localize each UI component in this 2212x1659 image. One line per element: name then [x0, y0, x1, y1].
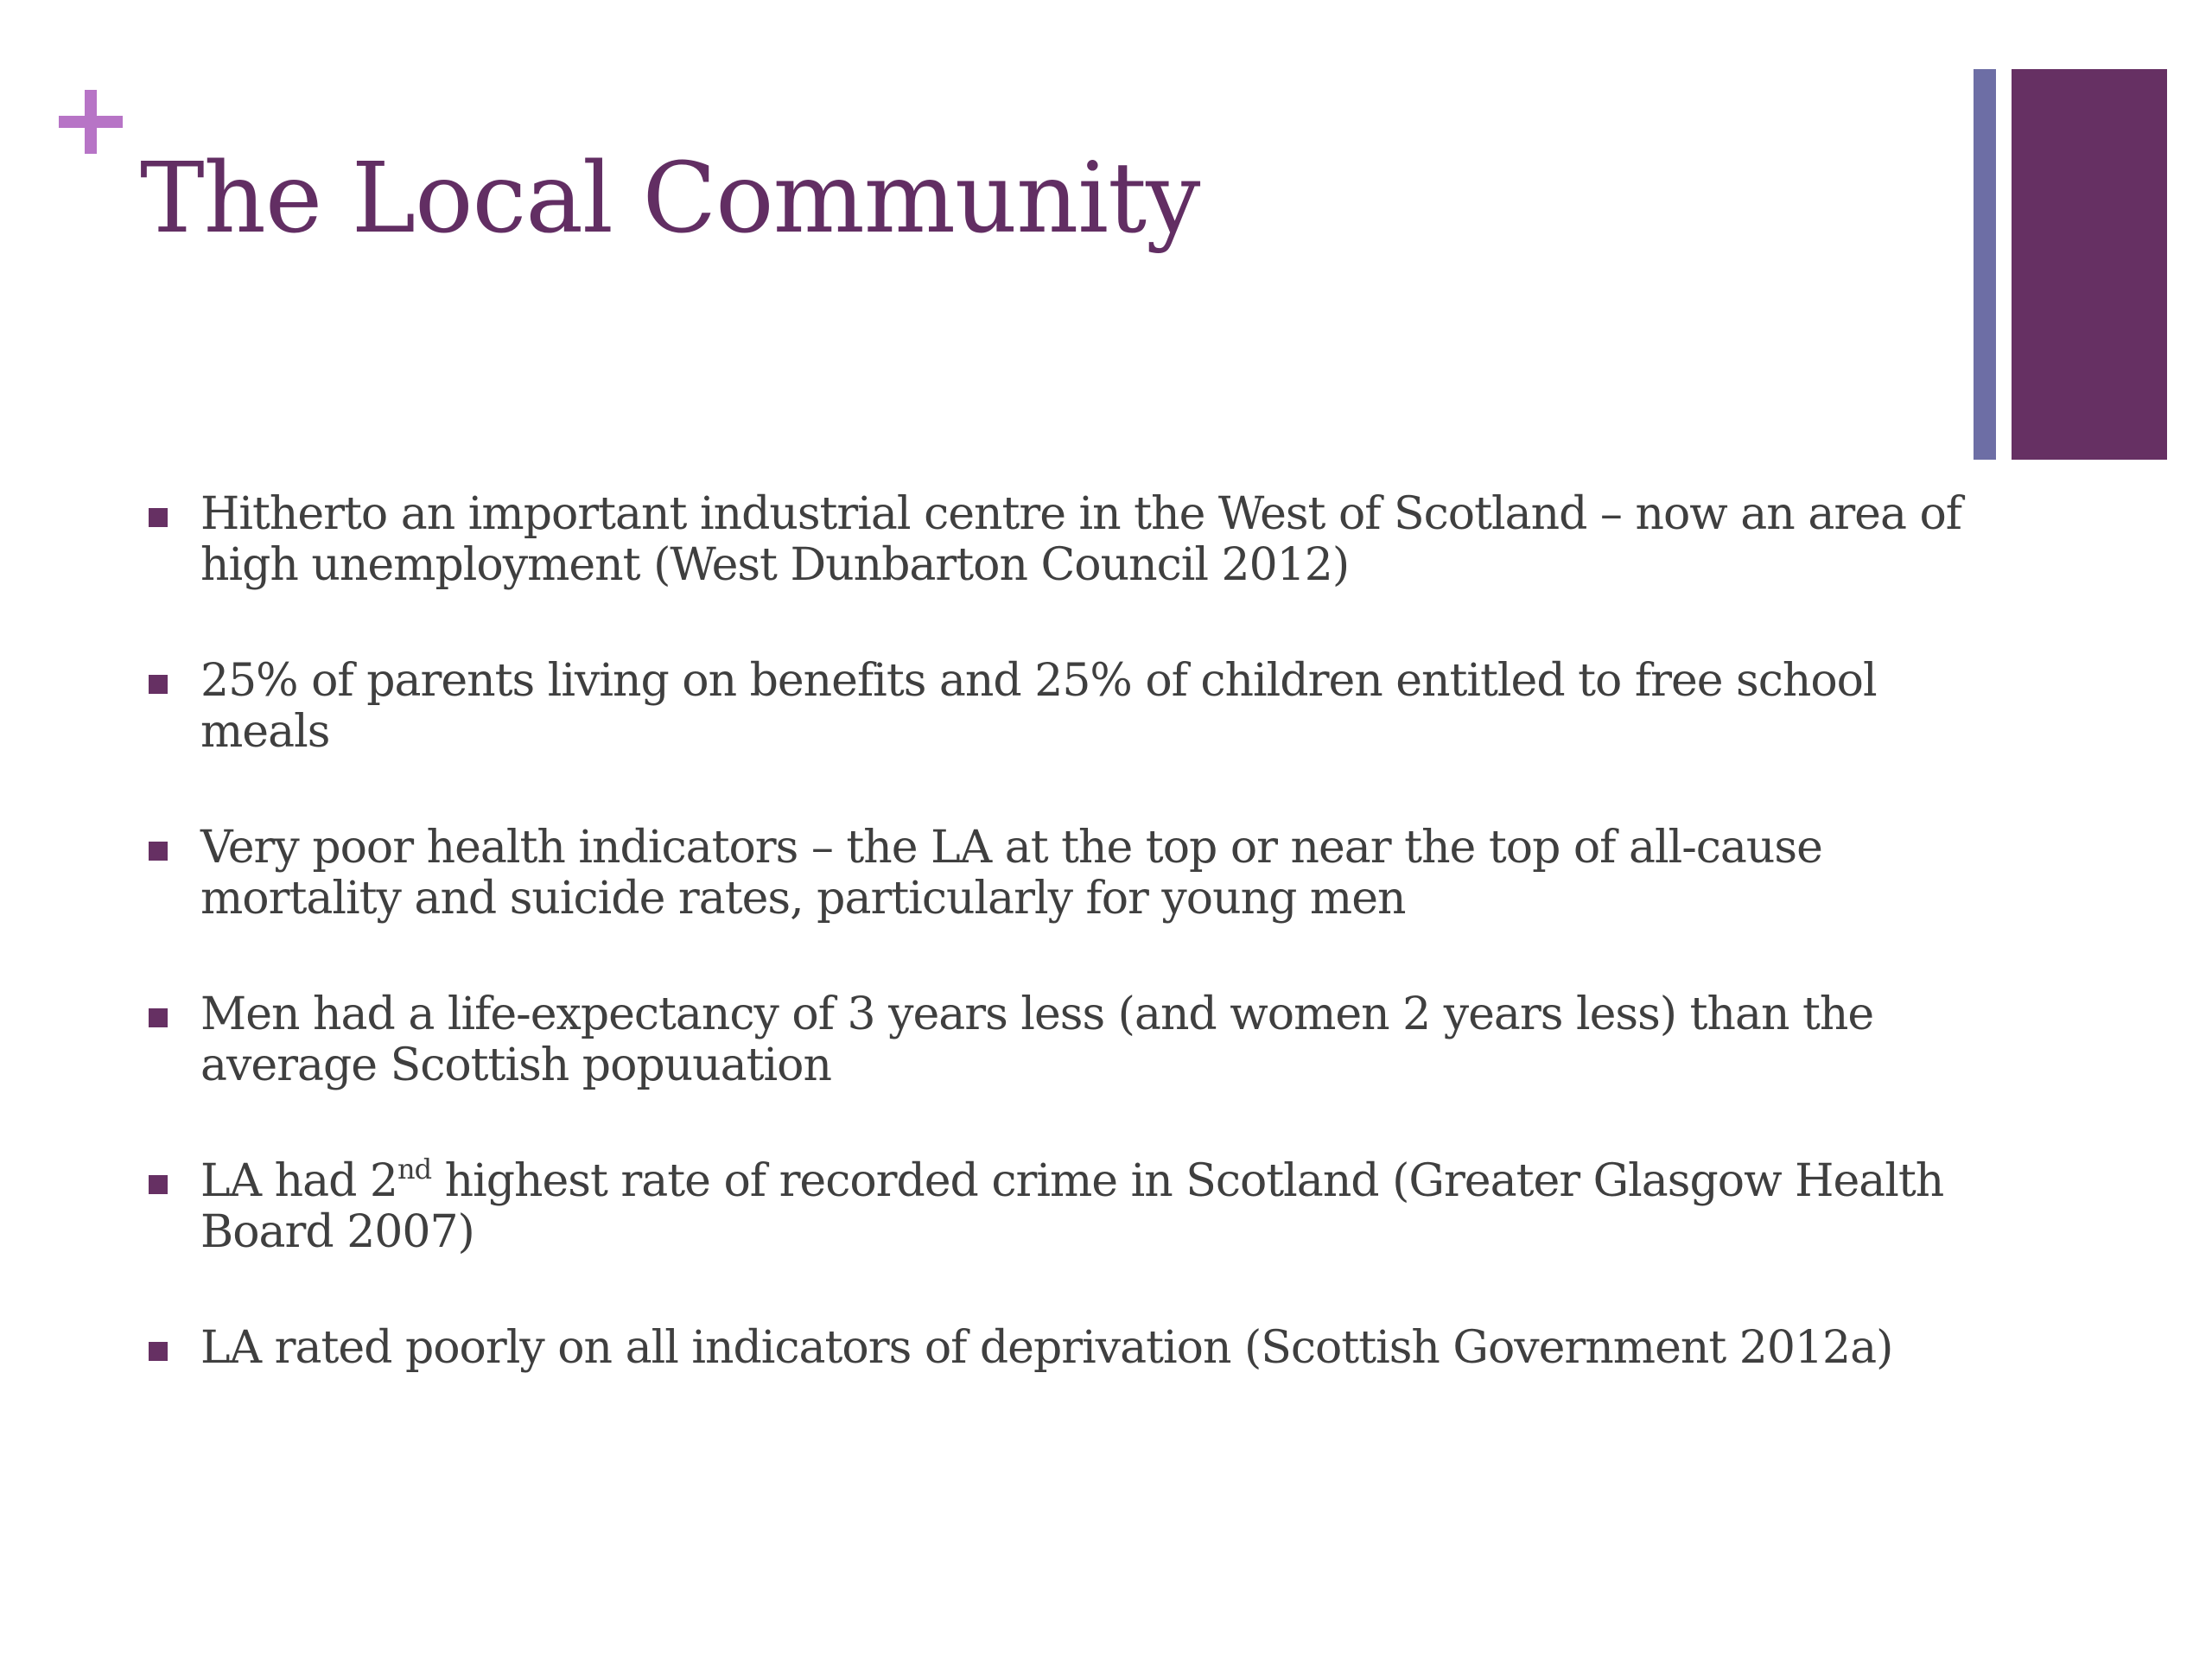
square-bullet-icon	[149, 1175, 168, 1194]
bullet-list	[145, 489, 1977, 1439]
bullet-text: Men had a life-expectancy of 3 years less (and women 2 years less) than the average Scottish popuuation	[200, 988, 1874, 1091]
accent-bar-thick	[2012, 69, 2167, 460]
bullet-item	[145, 656, 1977, 758]
bullet-text-suffix: highest rate of recorded crime in Scotland (Greater Glasgow Health Board 2007)	[200, 1155, 1944, 1258]
square-bullet-icon	[149, 842, 168, 861]
bullet-item	[145, 489, 1977, 591]
bullet-item	[145, 823, 1977, 925]
square-bullet-icon	[149, 1342, 168, 1361]
plus-icon	[59, 90, 123, 154]
bullet-text: LA rated poorly on all indicators of deprivation (Scottish Government 2012a)	[200, 1322, 1893, 1374]
slide-title: The Local Community	[140, 143, 1200, 255]
bullet-item	[145, 1153, 1977, 1258]
square-bullet-icon	[149, 1008, 168, 1027]
bullet-item	[145, 1323, 1977, 1374]
bullet-text: 25% of parents living on benefits and 25% of children entitled to free school meals	[200, 655, 1877, 758]
square-bullet-icon	[149, 508, 168, 527]
square-bullet-icon	[149, 675, 168, 694]
ordinal-suffix: nd	[397, 1153, 432, 1185]
bullet-item	[145, 989, 1977, 1091]
accent-bar-thin	[1974, 69, 1996, 460]
bullet-text-prefix: LA had 2	[200, 1155, 398, 1207]
plus-icon-vertical	[85, 90, 97, 154]
bullet-text: Very poor health indicators – the LA at the top or near the top of all-cause mortality and suicide rates, particularly for young men	[200, 822, 1822, 925]
bullet-text: Hitherto an important industrial centre in the West of Scotland – now an area of high unemployment (West Dunbarton Council 2012)	[200, 488, 1962, 591]
